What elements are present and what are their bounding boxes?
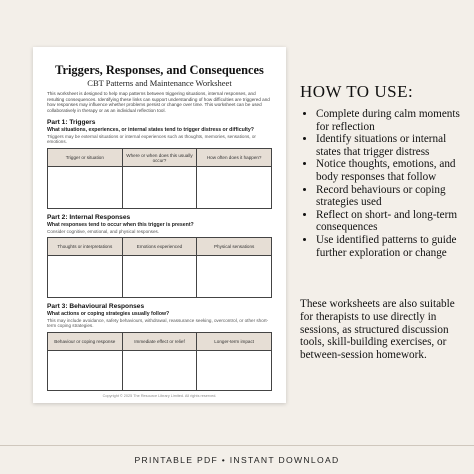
part-1-table xyxy=(47,148,272,209)
part-1-description: Triggers may be external situations or internal experiences such as thoughts, memories, sensations, or emotions. xyxy=(47,133,256,145)
list-item: • Reflect on short- and long-term consequences xyxy=(316,209,468,234)
part-2-description: Consider cognitive, emotional, and physical responses. xyxy=(47,228,160,234)
table-cell xyxy=(197,256,272,298)
part-3-question: What actions or coping strategies usually follow? xyxy=(47,311,170,318)
worksheet-intro: This worksheet is designed to help map patterns between triggering situations, internal responses, and resulting consequences. Identifying these links can support understanding of how difficulties are triggered and how responses may influence whether problems persist or change over time. This worksheet can be used collaboratively in therapy or as an individual reflection tool. xyxy=(47,91,270,113)
part-1-section xyxy=(47,119,272,209)
part-2-table xyxy=(47,237,272,298)
worksheet-title: Triggers, Responses, and Consequences xyxy=(55,63,264,77)
part-3-title: Part 3: Behavioural Responses xyxy=(47,303,145,311)
table-header: Emotions experienced xyxy=(122,238,197,256)
therapist-note: These worksheets are also suitable for therapists to use directly in sessions, as structured discussion tools, skill-building exercises, or between-session homework. xyxy=(300,298,455,362)
table-cell xyxy=(48,256,123,298)
part-3-description: This may include avoidance, safety behaviours, withdrawal, reassurance seeking, overcontrol, or other short-term coping strategies. xyxy=(47,317,269,329)
table-header: Physical sensations xyxy=(197,238,272,256)
part-3-section xyxy=(47,303,272,391)
table-header: Thoughts or interpretations xyxy=(48,238,123,256)
list-item: • Identify situations or internal states that trigger distress xyxy=(316,133,468,158)
table-cell xyxy=(197,167,272,209)
part-2-section xyxy=(47,214,272,298)
worksheet-footer: Copyright © 2025 The Resource Library Limited. All rights reserved. xyxy=(102,394,217,398)
table-header: Immediate effect or relief xyxy=(122,332,197,350)
table-header: Longer-term impact xyxy=(197,332,272,350)
part-2-question: What responses tend to occur when this trigger is present? xyxy=(47,222,194,229)
how-to-use-heading: HOW TO USE: xyxy=(300,82,414,101)
table-cell xyxy=(122,167,197,209)
part-3-table xyxy=(47,332,272,391)
part-1-question: What situations, experiences, or internal states tend to trigger distress or difficulty? xyxy=(47,127,254,134)
table-header: Where or when does this usually occur? xyxy=(122,149,197,167)
table-cell xyxy=(122,256,197,298)
list-item: • Record behaviours or coping strategies used xyxy=(316,184,468,209)
part-1-title: Part 1: Triggers xyxy=(47,119,96,127)
list-item: • Notice thoughts, emotions, and body responses that follow xyxy=(316,158,468,183)
how-to-use-panel xyxy=(300,82,468,259)
table-cell xyxy=(48,350,123,390)
worksheet-preview xyxy=(33,47,286,403)
table-cell xyxy=(197,350,272,390)
list-item: • Use identified patterns to guide further exploration or change xyxy=(316,234,468,259)
list-item: • Complete during calm moments for reflection xyxy=(316,108,468,133)
table-cell xyxy=(122,350,197,390)
part-2-title: Part 2: Internal Responses xyxy=(47,214,131,222)
table-header: How often does it happen? xyxy=(197,149,272,167)
table-header: Trigger or situation xyxy=(48,149,123,167)
worksheet-subtitle: CBT Patterns and Maintenance Worksheet xyxy=(87,78,232,88)
download-banner: PRINTABLE PDF • INSTANT DOWNLOAD xyxy=(0,445,474,474)
how-to-use-list xyxy=(300,108,468,259)
table-header: Behaviour or coping response xyxy=(48,332,123,350)
table-cell xyxy=(48,167,123,209)
